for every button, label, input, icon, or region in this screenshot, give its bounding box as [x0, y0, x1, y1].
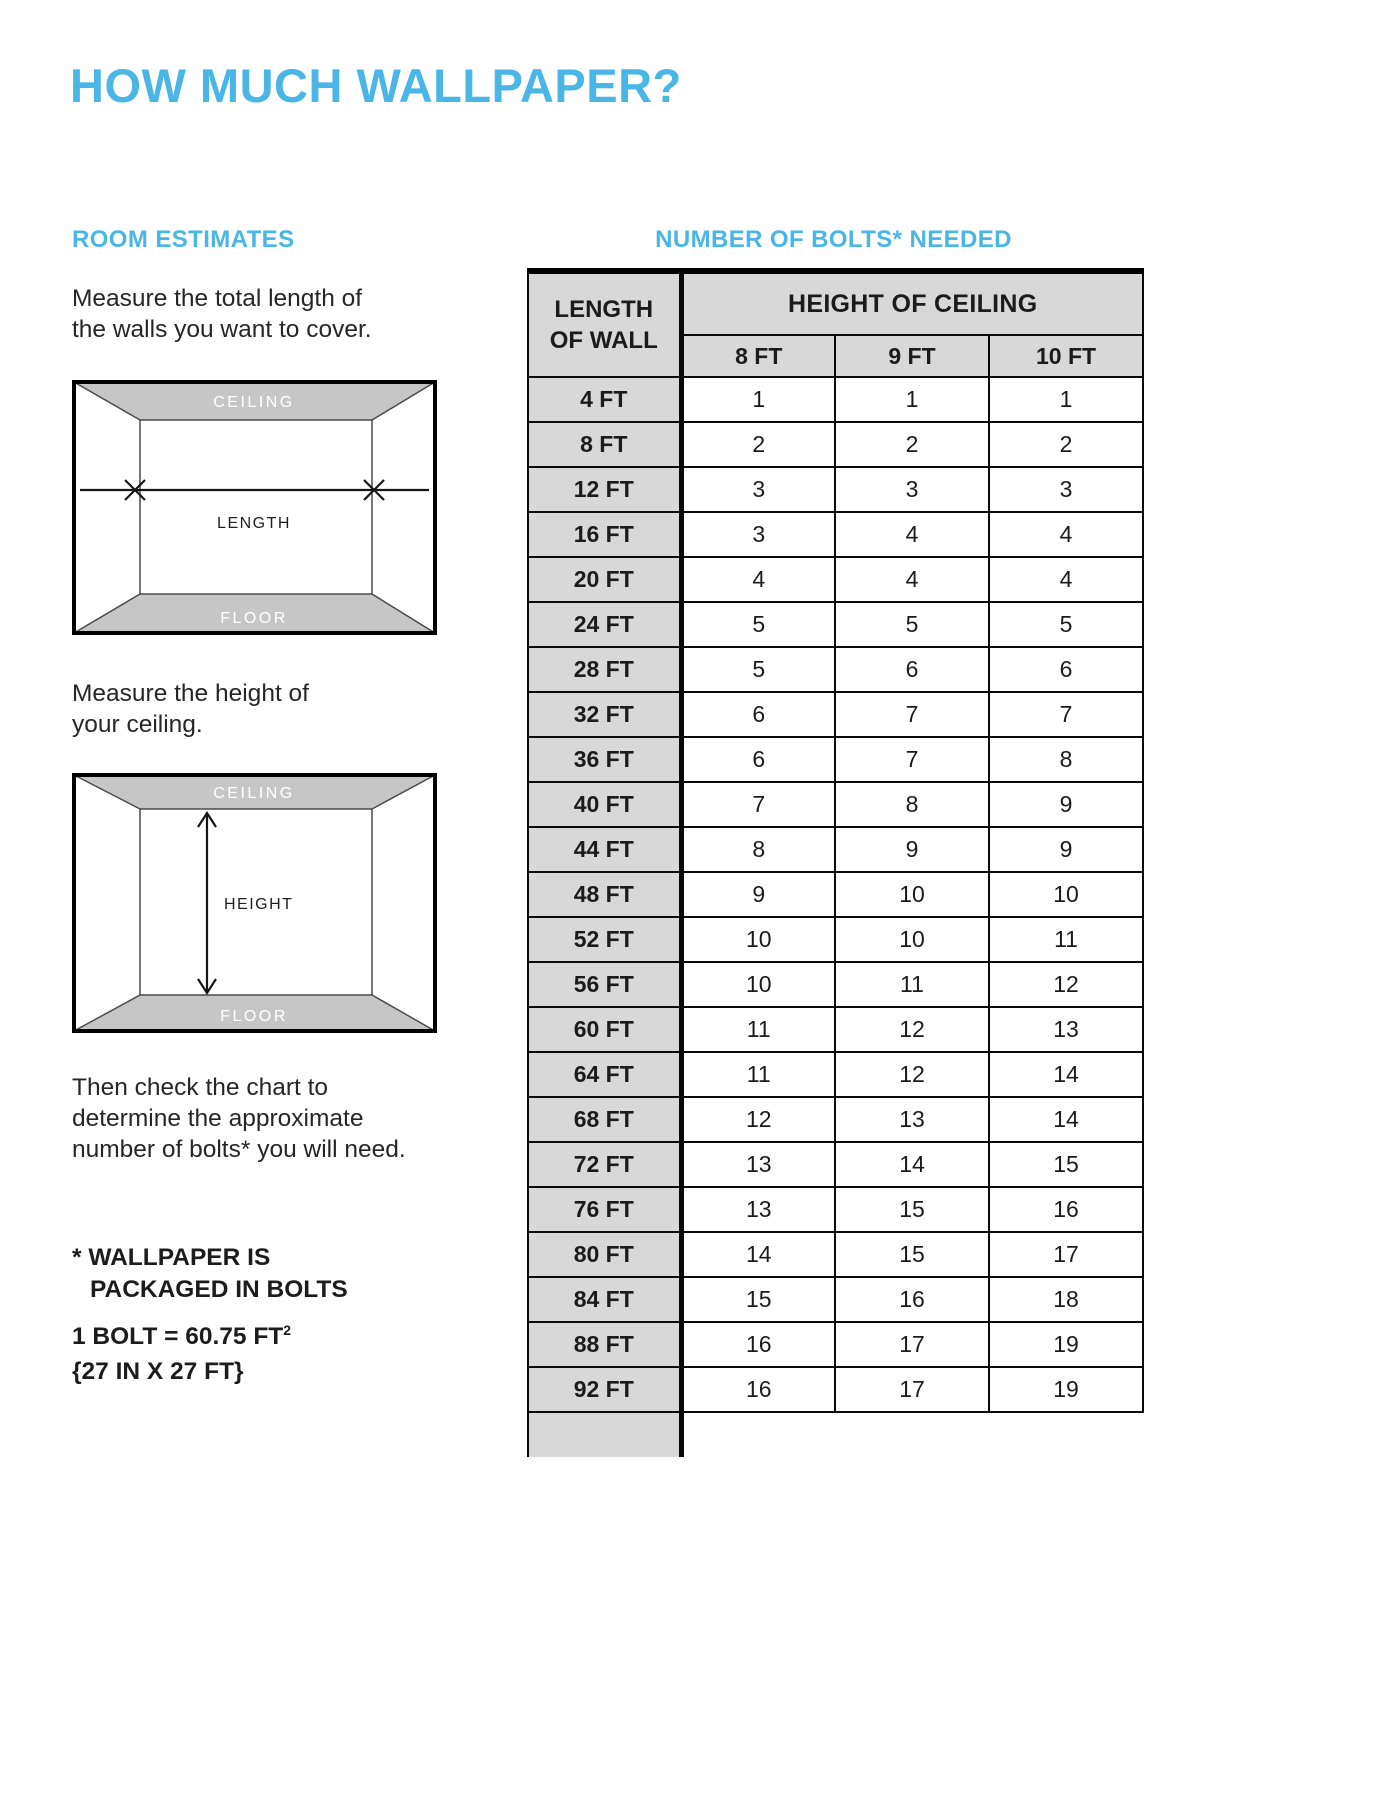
length-label: LENGTH	[217, 515, 291, 532]
bolt-count-cell: 17	[835, 1367, 989, 1412]
bolts-table-cropped	[528, 1412, 1143, 1457]
wall-length-cell: 48 FT	[528, 872, 681, 917]
bolt-count-cell: 8	[835, 782, 989, 827]
height-label: HEIGHT	[224, 896, 294, 913]
bolt-count-cell: 1	[835, 377, 989, 422]
bolt-count-cell: 13	[989, 1007, 1143, 1052]
instruction-chart-line3: number of bolts* you will need.	[72, 1136, 406, 1163]
bolt-count-cell: 14	[989, 1097, 1143, 1142]
bolt-count-cell: 4	[835, 557, 989, 602]
bolt-count-cell: 14	[835, 1142, 989, 1187]
instruction-length-line2: the walls you want to cover.	[72, 316, 372, 343]
wall-length-cell: 76 FT	[528, 1187, 681, 1232]
table-row	[528, 422, 1143, 467]
wall-length-cell: 80 FT	[528, 1232, 681, 1277]
wall-length-cell: 8 FT	[528, 422, 681, 467]
bolt-count-cell: 12	[989, 962, 1143, 1007]
bolts-footnote	[72, 1242, 348, 1306]
table-row	[528, 962, 1143, 1007]
bolt-count-cell: 8	[989, 737, 1143, 782]
bolt-equation	[72, 1322, 291, 1351]
bolts-table-body	[528, 377, 1143, 1412]
table-row	[528, 872, 1143, 917]
bolt-count-cell: 13	[681, 1142, 835, 1187]
wall-length-cell: 88 FT	[528, 1322, 681, 1367]
table-row	[528, 467, 1143, 512]
bolt-count-cell: 3	[835, 467, 989, 512]
table-row	[528, 782, 1143, 827]
table-row	[528, 1322, 1143, 1367]
table-row	[528, 557, 1143, 602]
room-length-diagram	[72, 380, 437, 635]
col-header-9ft: 9 FT	[835, 335, 989, 377]
wall-length-cell: 44 FT	[528, 827, 681, 872]
bolt-count-cell: 6	[989, 647, 1143, 692]
bolt-count-cell: 3	[681, 512, 835, 557]
wall-length-cell: 24 FT	[528, 602, 681, 647]
wall-length-cell: 84 FT	[528, 1277, 681, 1322]
bolt-count-cell: 1	[681, 377, 835, 422]
bolt-count-cell: 16	[989, 1187, 1143, 1232]
bolt-count-cell: 16	[681, 1367, 835, 1412]
table-row	[528, 1232, 1143, 1277]
bolt-count-cell: 10	[835, 872, 989, 917]
bolt-count-cell: 7	[835, 692, 989, 737]
wall-length-cell: 92 FT	[528, 1367, 681, 1412]
bolt-count-cell: 4	[681, 557, 835, 602]
bolts-table	[527, 268, 1144, 1457]
room-estimates-heading: ROOM ESTIMATES	[72, 226, 295, 253]
wall-length-cell: 52 FT	[528, 917, 681, 962]
wall-length-cell: 4 FT	[528, 377, 681, 422]
table-row	[528, 602, 1143, 647]
bolt-count-cell: 6	[835, 647, 989, 692]
bolt-count-cell: 1	[989, 377, 1143, 422]
col-header-10ft: 10 FT	[989, 335, 1143, 377]
bolt-count-cell: 5	[681, 647, 835, 692]
bolt-count-cell: 12	[835, 1052, 989, 1097]
instruction-length	[72, 283, 372, 345]
table-row	[528, 1007, 1143, 1052]
bolt-count-cell: 2	[835, 422, 989, 467]
bolt-count-cell: 6	[681, 692, 835, 737]
wall-length-cell: 60 FT	[528, 1007, 681, 1052]
bolt-count-cell: 10	[989, 872, 1143, 917]
bolt-count-cell: 15	[835, 1187, 989, 1232]
bolt-count-cell: 17	[835, 1322, 989, 1367]
table-row	[528, 917, 1143, 962]
bolt-count-cell: 10	[835, 917, 989, 962]
bolt-count-cell: 11	[989, 917, 1143, 962]
table-row	[528, 512, 1143, 557]
bolt-count-cell: 13	[681, 1187, 835, 1232]
wall-length-cell: 64 FT	[528, 1052, 681, 1097]
bolt-count-cell: 7	[989, 692, 1143, 737]
bolt-count-cell: 9	[989, 782, 1143, 827]
bolt-equation-exponent: 2	[283, 1322, 292, 1338]
page-title: HOW MUCH WALLPAPER?	[70, 59, 682, 112]
bolt-count-cell: 10	[681, 917, 835, 962]
instruction-length-line1: Measure the total length of	[72, 285, 363, 312]
bolts-needed-heading: NUMBER OF BOLTS* NEEDED	[655, 226, 1012, 253]
table-row	[528, 827, 1143, 872]
instruction-height-line2: your ceiling.	[72, 711, 203, 738]
table-row	[528, 1367, 1143, 1412]
table-row	[528, 647, 1143, 692]
wall-length-cell: 12 FT	[528, 467, 681, 512]
bolt-count-cell: 14	[681, 1232, 835, 1277]
table-row	[528, 1052, 1143, 1097]
instruction-chart	[72, 1072, 406, 1165]
ceiling-label: CEILING	[213, 785, 295, 802]
bolt-count-cell: 9	[989, 827, 1143, 872]
table-row	[528, 692, 1143, 737]
instruction-chart-line1: Then check the chart to	[72, 1074, 329, 1101]
instruction-height	[72, 678, 309, 740]
length-of-wall-header-line1: LENGTH	[554, 295, 654, 323]
bolt-count-cell: 11	[681, 1052, 835, 1097]
bolt-equation-text: 1 BOLT = 60.75 FT	[72, 1323, 284, 1351]
bolt-count-cell: 4	[989, 512, 1143, 557]
instruction-height-line1: Measure the height of	[72, 680, 309, 707]
table-row	[528, 1097, 1143, 1142]
bolt-count-cell: 18	[989, 1277, 1143, 1322]
wall-length-cell: 16 FT	[528, 512, 681, 557]
col-header-8ft: 8 FT	[681, 335, 835, 377]
bolt-count-cell: 10	[681, 962, 835, 1007]
bolt-count-cell: 13	[835, 1097, 989, 1142]
bolt-count-cell: 3	[681, 467, 835, 512]
wall-length-cell: 28 FT	[528, 647, 681, 692]
bolt-dimensions: {27 IN X 27 FT}	[72, 1358, 244, 1385]
bolt-count-cell: 5	[989, 602, 1143, 647]
bolt-count-cell: 5	[681, 602, 835, 647]
table-header-row	[528, 271, 1143, 335]
bolt-count-cell: 14	[989, 1052, 1143, 1097]
bolt-count-cell: 16	[681, 1322, 835, 1367]
bolt-count-cell: 16	[835, 1277, 989, 1322]
bolt-count-cell: 11	[681, 1007, 835, 1052]
floor-label: FLOOR	[220, 610, 288, 627]
ceiling-label: CEILING	[213, 394, 295, 411]
floor-label: FLOOR	[220, 1008, 288, 1025]
bolt-count-cell: 12	[835, 1007, 989, 1052]
bolt-count-cell: 3	[989, 467, 1143, 512]
cropped-empty-cell	[681, 1412, 1143, 1457]
bolt-count-cell: 7	[681, 782, 835, 827]
wall-length-cell: 72 FT	[528, 1142, 681, 1187]
bolt-count-cell: 9	[835, 827, 989, 872]
wall-length-cell: 56 FT	[528, 962, 681, 1007]
wall-length-cell: 68 FT	[528, 1097, 681, 1142]
bolt-count-cell: 4	[989, 557, 1143, 602]
bolt-count-cell: 11	[835, 962, 989, 1007]
bolt-count-cell: 19	[989, 1322, 1143, 1367]
length-of-wall-header	[528, 271, 681, 377]
bolt-count-cell: 2	[989, 422, 1143, 467]
height-of-ceiling-header: HEIGHT OF CEILING	[681, 271, 1143, 335]
bolt-count-cell: 15	[989, 1142, 1143, 1187]
table-row	[528, 377, 1143, 422]
bolt-count-cell: 7	[835, 737, 989, 782]
wall-length-cell: 40 FT	[528, 782, 681, 827]
table-row	[528, 737, 1143, 782]
room-height-diagram	[72, 773, 437, 1033]
bolts-footnote-line2: PACKAGED IN BOLTS	[90, 1276, 348, 1303]
bolt-count-cell: 12	[681, 1097, 835, 1142]
bolt-count-cell: 17	[989, 1232, 1143, 1277]
bolt-count-cell: 5	[835, 602, 989, 647]
wall-length-cell: 20 FT	[528, 557, 681, 602]
bolt-count-cell: 8	[681, 827, 835, 872]
bolt-count-cell: 9	[681, 872, 835, 917]
table-row	[528, 1187, 1143, 1232]
bolt-count-cell: 15	[681, 1277, 835, 1322]
table-row	[528, 1277, 1143, 1322]
bolt-count-cell: 19	[989, 1367, 1143, 1412]
length-of-wall-header-line2: OF WALL	[549, 327, 658, 354]
bolt-count-cell: 4	[835, 512, 989, 557]
bolt-count-cell: 2	[681, 422, 835, 467]
cropped-length-cell	[528, 1412, 681, 1457]
wall-length-cell: 32 FT	[528, 692, 681, 737]
wall-length-cell: 36 FT	[528, 737, 681, 782]
bolt-count-cell: 15	[835, 1232, 989, 1277]
back-wall	[140, 420, 372, 594]
table-row	[528, 1142, 1143, 1187]
bolt-count-cell: 6	[681, 737, 835, 782]
bolts-footnote-line1: * WALLPAPER IS	[72, 1244, 271, 1271]
instruction-chart-line2: determine the approximate	[72, 1105, 364, 1132]
cropped-row	[528, 1412, 1143, 1457]
